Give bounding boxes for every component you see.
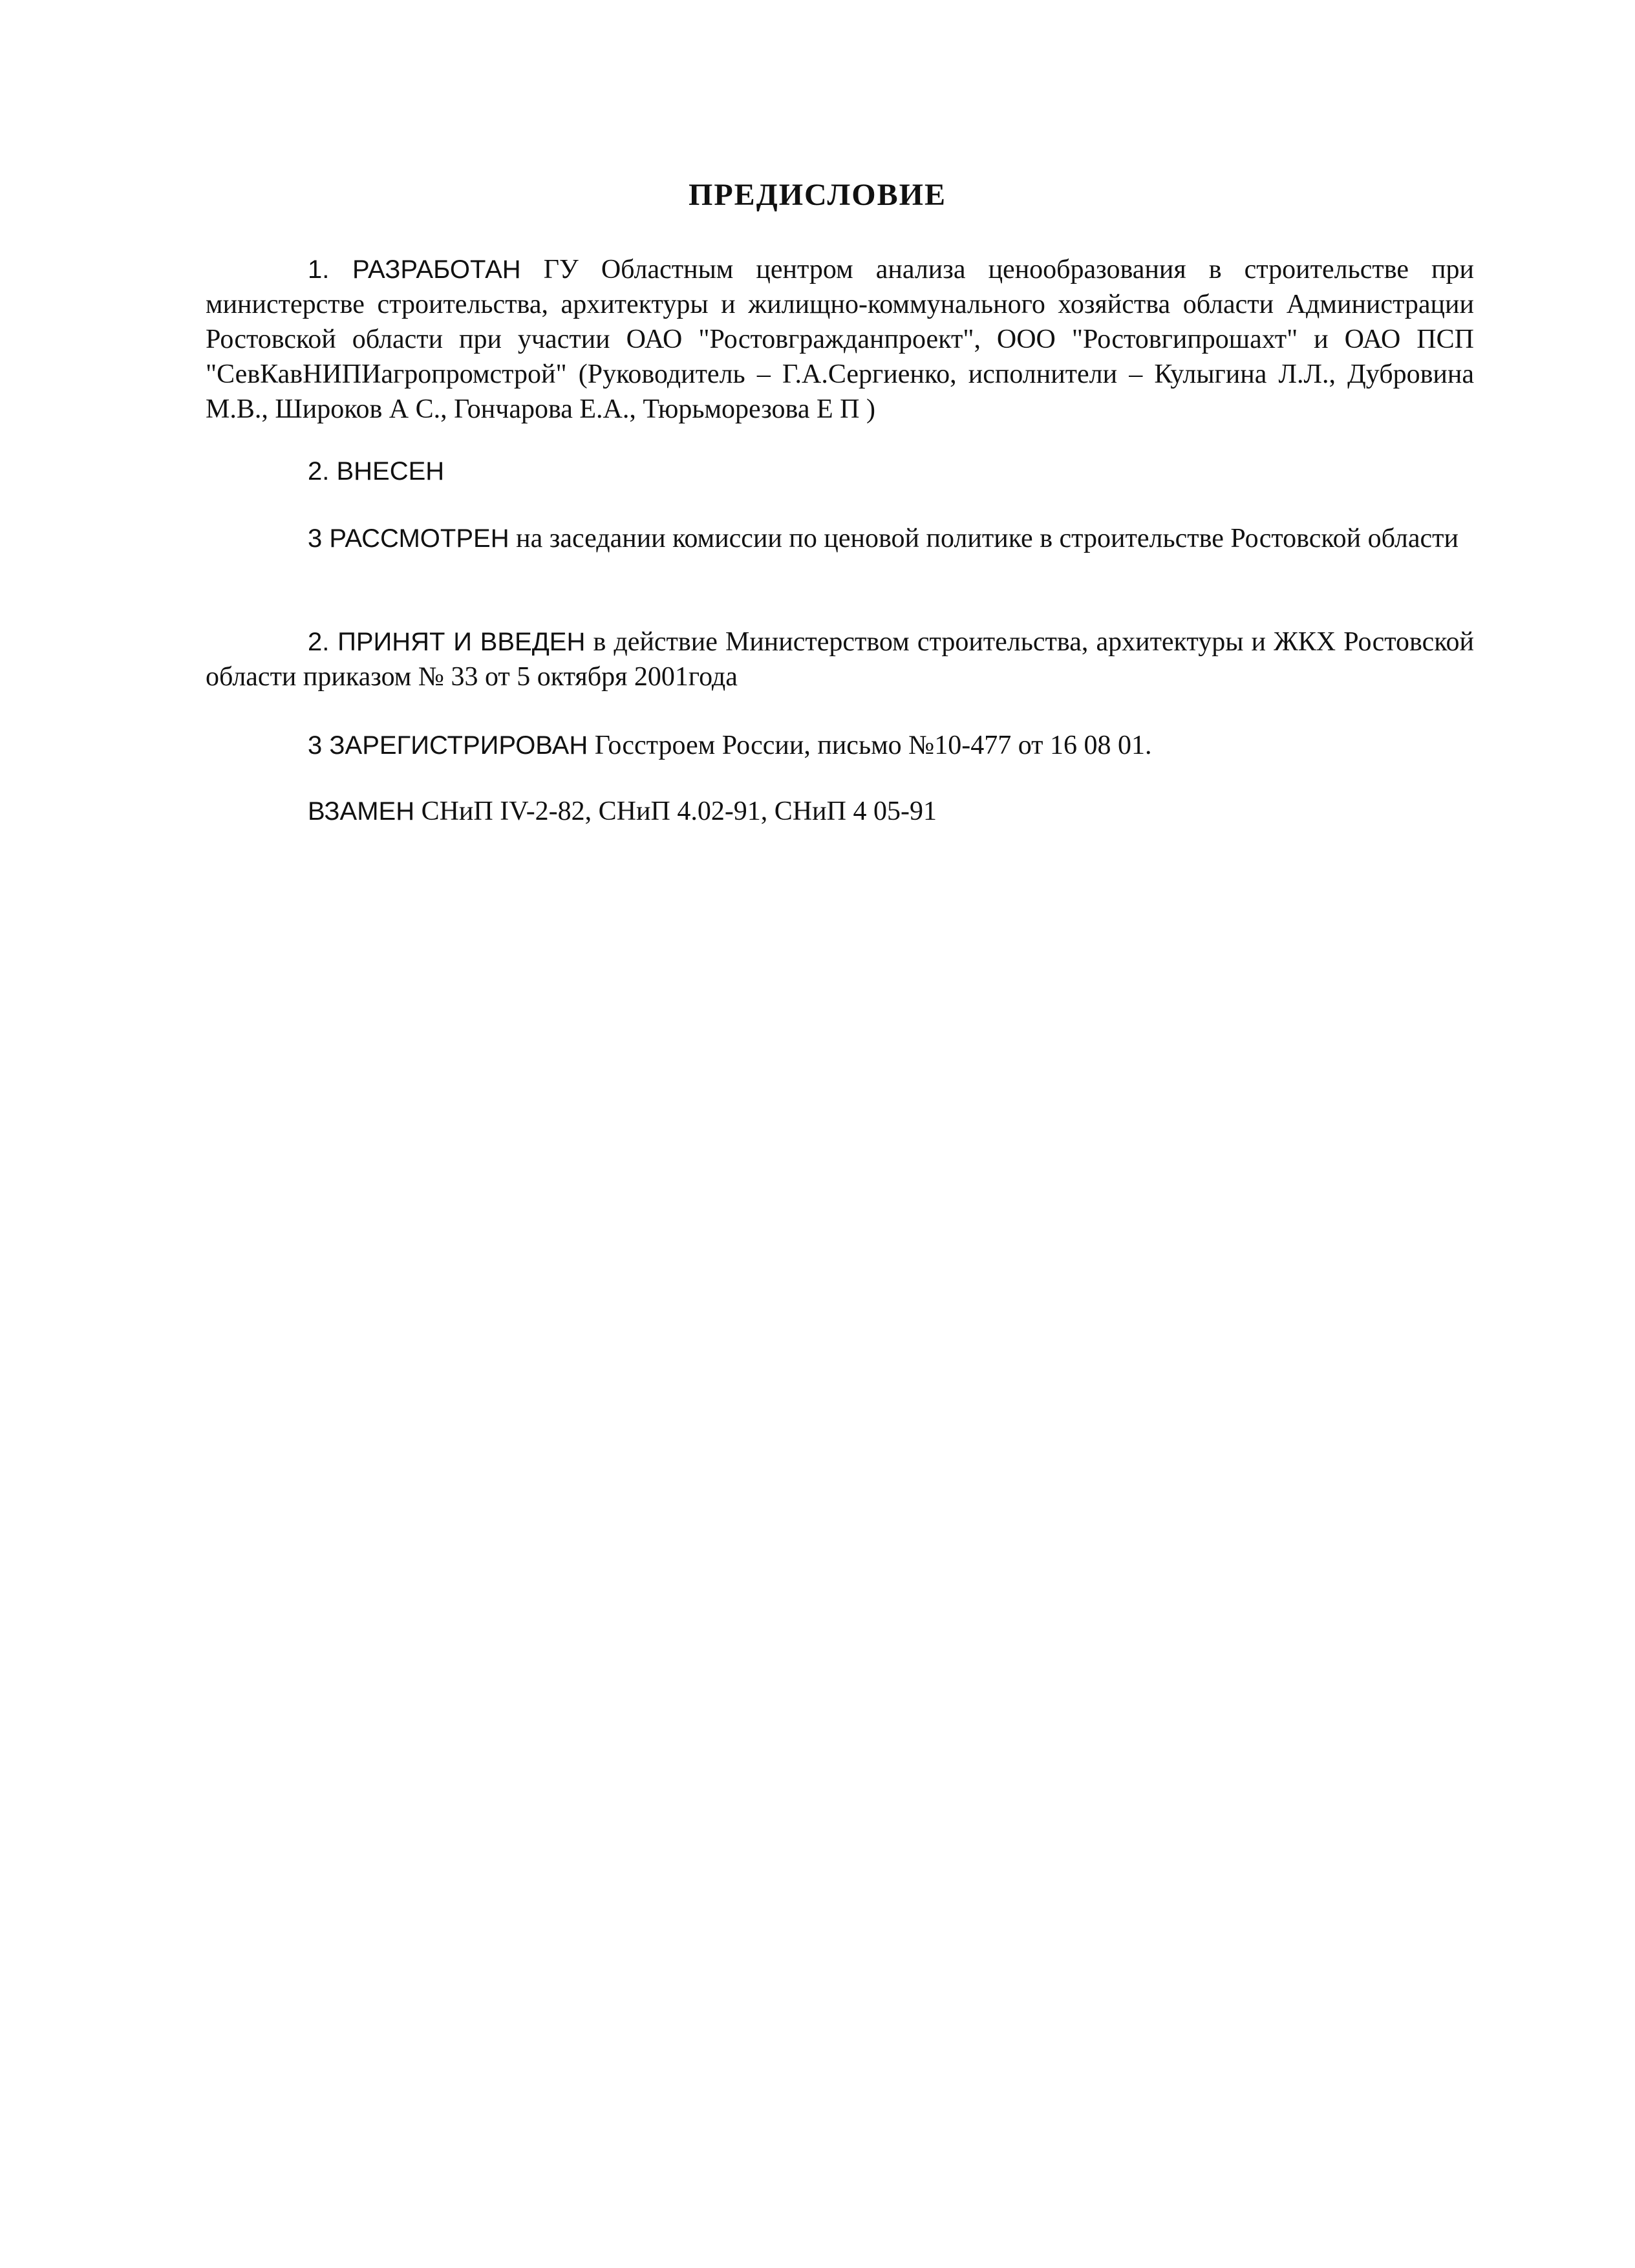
paragraph-replaces bbox=[206, 794, 1474, 829]
paragraph-lead: 3 ЗАРЕГИСТРИРОВАН bbox=[308, 731, 588, 760]
page-title: ПРЕДИСЛОВИЕ bbox=[689, 178, 946, 212]
paragraph-adopted bbox=[206, 625, 1474, 694]
paragraph-lead: 1. РАЗРАБОТАН bbox=[308, 255, 521, 284]
paragraph-lead: 2. ВНЕСЕН bbox=[308, 457, 445, 486]
paragraph-text: ГУ Областным центром анализа ценообразования в строительстве при министерстве строительства, архитектуры и жилищно-коммунального хозяйства области Администрации Ростовской области при участии ОАО "Ростовгражданпроект", ООО "Ростовгипрошахт" и ОАО ПСП "СевКавНИПИагропромстрой" (Руководитель – Г.А.Сергиенко, исполнители – Кулыгина Л.Л., Дубровина М.В., Широков А С., Гончарова Е.А., Тюрьморезова Е П ) bbox=[206, 255, 1474, 424]
paragraph-text: СНиП IV-2-82, СНиП 4.02-91, СНиП 4 05-91 bbox=[414, 797, 937, 826]
paragraph-reviewed bbox=[206, 521, 1474, 556]
paragraph-text: на заседании комиссии по ценовой политике в строительстве Ростовской области bbox=[509, 524, 1459, 553]
paragraph-text: Госстроем России, письмо №10-477 от 16 08 01. bbox=[588, 731, 1152, 760]
paragraph-lead: 3 РАССМОТРЕН bbox=[308, 524, 509, 553]
paragraph-introduced bbox=[206, 454, 1474, 489]
paragraph-lead: 2. ПРИНЯТ И ВВЕДЕН bbox=[308, 628, 586, 656]
paragraph-registered bbox=[206, 728, 1474, 763]
paragraph-developed bbox=[206, 252, 1474, 427]
paragraph-lead: ВЗАМЕН bbox=[308, 797, 415, 826]
paragraph-text: в действие Министерством строительства, архитектуры и ЖКХ Ростовской области приказом № 33 от 5 октября 2001года bbox=[206, 627, 1475, 692]
